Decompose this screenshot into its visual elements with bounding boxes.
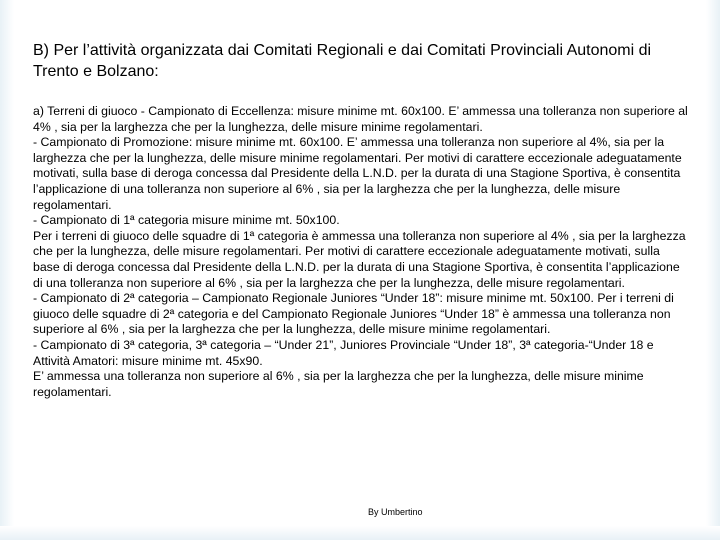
slide-body xyxy=(33,104,688,400)
slide-top-edge xyxy=(0,0,720,28)
paragraph-eccellenza: a) Terreni di giuoco - Campionato di Eccellenza: misure minime mt. 60x100. E’ ammessa una tolleranza non superiore al 4% , sia per la larghezza che per la lunghezza, delle misure minime regolamentari. xyxy=(33,104,688,134)
paragraph-promozione: - Campionato di Promozione: misure minime mt. 60x100. E’ ammessa una tolleranza non superiore al 4%, sia per la larghezza che per la lunghezza, delle misure minime regolamentari. Per motivi di carattere eccezionale adeguatamente motivati, sulla base di deroga concessa dal Presidente della L.N.D. per la durata di una Stagione Sportiva, è consentita l’applicazione di una tolleranza non superiore al 6% , sia per la larghezza che per la lunghezza, delle misure regolamentari. xyxy=(33,135,682,212)
slide-footer: By Umbertino xyxy=(368,507,423,517)
paragraph-terza-categoria-tolleranza: E’ ammessa una tolleranza non superiore al 6% , sia per la larghezza che per la lunghezza, delle misure minime regolamentari. xyxy=(33,369,644,399)
paragraph-prima-categoria: - Campionato di 1ª categoria misure minime mt. 50x100. xyxy=(33,213,340,228)
paragraph-terza-categoria: - Campionato di 3ª categoria, 3ª categoria – “Under 21”, Juniores Provinciale “Under 18”, 3ª categoria-“Under 18 e Attività Amatori: misure minime mt. 45x90. xyxy=(33,337,654,368)
slide-title: B) Per l’attività organizzata dai Comitati Regionali e dai Comitati Provinciali Autonomi di Trento e Bolzano: xyxy=(33,42,652,80)
slide-right-edge xyxy=(706,0,720,540)
paragraph-prima-categoria-tolleranza: Per i terreni di giuoco delle squadre di 1ª categoria è ammessa una tolleranza non superiore al 4% , sia per la larghezza che per la lunghezza, delle misure regolamentari. Per motivi di carattere eccezionale adeguatamente motivati, sulla base di deroga concessa dal Presidente della L.N.D. per la durata di una Stagione Sportiva, è consentita l’applicazione di una tolleranza non superiore al 6% , sia per la larghezza che per la lunghezza, delle misure regolamentari. xyxy=(33,228,686,290)
slide-left-edge xyxy=(0,0,14,540)
paragraph-seconda-categoria: - Campionato di 2ª categoria – Campionato Regionale Juniores “Under 18”: misure minime mt. 50x100. Per i terreni di giuoco delle squadre di 2ª categoria e del Campionato Regionale Juniores “Under 18” è ammessa una tolleranza non superiore al 6% , sia per la larghezza che per la lunghezza, delle misure minime regolamentari. xyxy=(33,291,674,337)
slide-bottom-edge xyxy=(0,526,720,540)
